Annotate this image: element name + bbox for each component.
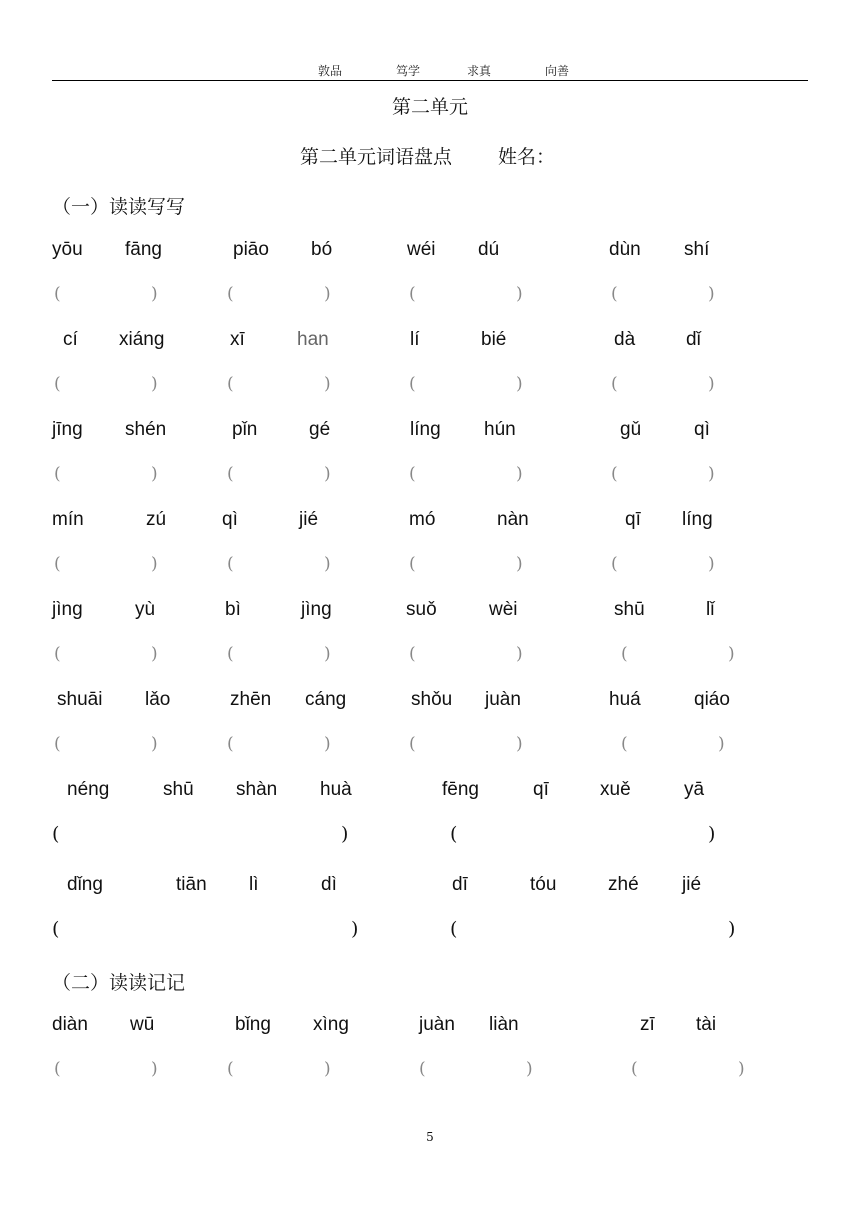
blank-close: ) [324,464,331,484]
blank-open: ( [227,1059,234,1079]
blank-close: ) [708,374,715,394]
blank-open: ( [409,734,416,754]
blank-open: ( [611,464,618,484]
blank-open: ( [450,823,458,845]
pinyin: cáng [305,689,347,710]
motto: 笃学 [396,64,421,78]
pinyin: hún [484,419,516,440]
blank-close: ) [351,918,359,940]
blank-open: ( [52,918,60,940]
pinyin: pǐn [232,419,258,440]
blank-close: ) [151,644,158,664]
pinyin: bié [481,329,507,350]
blank-open: ( [409,554,416,574]
pinyin: gǔ [620,419,642,440]
blank-close: ) [516,554,523,574]
blank-open: ( [54,644,61,664]
pinyin: tóu [530,874,557,895]
blank-open: ( [54,734,61,754]
pinyin: bì [225,599,241,620]
pinyin: nàn [497,509,529,530]
pinyin: qì [694,419,710,440]
blank-close: ) [516,734,523,754]
pinyin: shǒu [411,689,453,710]
pinyin: liàn [489,1014,519,1035]
blank-close: ) [151,1059,158,1079]
pinyin: qì [222,509,238,530]
pinyin: shū [614,599,645,620]
blank-close: ) [526,1059,533,1079]
blank-open: ( [631,1059,638,1079]
pinyin: dǐng [67,874,103,895]
blank-open: ( [54,284,61,304]
blank-open: ( [621,734,628,754]
header-mottos [0,62,860,80]
pinyin: líng [682,509,713,530]
blank-close: ) [324,374,331,394]
pinyin: piāo [233,239,269,260]
blank-open: ( [54,374,61,394]
pinyin: dì [321,874,337,895]
pinyin: zī [640,1014,655,1035]
blank-open: ( [52,823,60,845]
pinyin: jié [299,509,319,530]
blank-open: ( [621,644,628,664]
blank-close: ) [151,374,158,394]
blank-open: ( [227,374,234,394]
blank-close: ) [151,284,158,304]
pinyin: fāng [125,239,162,260]
pinyin: yù [135,599,156,620]
pinyin: suǒ [406,599,437,620]
pinyin: dùn [609,239,641,260]
blank-open: ( [611,374,618,394]
pinyin: huà [320,779,352,800]
pinyin: dà [614,329,636,350]
blank-close: ) [728,918,736,940]
pinyin: mó [409,509,436,530]
pinyin: wéi [407,239,436,260]
pinyin: xī [230,329,245,350]
pinyin: huá [609,689,641,710]
blank-close: ) [516,464,523,484]
pinyin: qiáo [694,689,730,710]
pinyin: zhēn [230,689,272,710]
motto: 求真 [467,64,492,78]
blank-close: ) [324,554,331,574]
worksheet-subtitle: 第二单元词语盘点 [300,146,453,168]
blank-close: ) [516,644,523,664]
pinyin: xìng [313,1014,349,1035]
pinyin: shí [684,239,710,260]
pinyin: dī [452,874,468,895]
pinyin: lǎo [145,689,171,710]
blank-open: ( [419,1059,426,1079]
pinyin: zú [146,509,167,530]
unit-title: 第二单元 [391,96,468,118]
name-label: 姓名： [498,146,556,168]
pinyin: lí [410,329,420,350]
blank-open: ( [409,284,416,304]
blank-open: ( [227,284,234,304]
blank-open: ( [227,554,234,574]
pinyin: fēng [442,779,479,800]
blank-close: ) [708,284,715,304]
blank-open: ( [409,374,416,394]
pinyin: lì [249,874,259,895]
blank-close: ) [708,464,715,484]
pinyin: shū [163,779,194,800]
pinyin: han [297,329,329,350]
pinyin: jīng [52,419,83,440]
pinyin: jìng [52,599,83,620]
pinyin: shén [125,419,167,440]
blank-close: ) [324,1059,331,1079]
pinyin: dǐ [686,329,701,350]
section-heading-read-write: （一）读读写写 [52,196,186,218]
blank-close: ) [738,1059,745,1079]
pinyin: cí [63,329,78,350]
section-heading-read-remember: （二）读读记记 [52,972,186,994]
blank-close: ) [341,823,349,845]
pinyin: qī [625,509,641,530]
blank-open: ( [450,918,458,940]
pinyin: lǐ [706,599,715,620]
pinyin: jìng [301,599,332,620]
pinyin: shuāi [57,689,103,710]
page-number: 5 [426,1130,434,1144]
motto: 向善 [545,64,570,78]
header-rule [52,80,808,81]
blank-open: ( [611,554,618,574]
blank-open: ( [54,554,61,574]
blank-close: ) [708,823,716,845]
pinyin: yōu [52,239,83,260]
blank-close: ) [728,644,735,664]
blank-close: ) [324,284,331,304]
blank-close: ) [516,374,523,394]
blank-close: ) [718,734,725,754]
blank-open: ( [227,464,234,484]
pinyin: líng [410,419,441,440]
pinyin: tài [696,1014,717,1035]
blank-close: ) [324,644,331,664]
blank-open: ( [227,644,234,664]
pinyin: qī [533,779,549,800]
pinyin: wèi [489,599,518,620]
blank-close: ) [324,734,331,754]
blank-close: ) [151,554,158,574]
pinyin: zhé [608,874,639,895]
blank-open: ( [54,1059,61,1079]
blank-open: ( [54,464,61,484]
pinyin: gé [309,419,331,440]
blank-close: ) [151,734,158,754]
pinyin: diàn [52,1014,88,1035]
motto: 敦品 [318,64,343,78]
blank-open: ( [409,644,416,664]
blank-close: ) [151,464,158,484]
blank-open: ( [227,734,234,754]
pinyin: mín [52,509,84,530]
blank-open: ( [611,284,618,304]
pinyin: wū [130,1014,155,1035]
pinyin: juàn [485,689,521,710]
pinyin: juàn [419,1014,455,1035]
pinyin: yā [684,779,705,800]
pinyin: shàn [236,779,278,800]
pinyin: bó [311,239,333,260]
blank-open: ( [409,464,416,484]
pinyin: tiān [176,874,207,895]
pinyin: xuě [600,779,631,800]
pinyin: dú [478,239,500,260]
pinyin: xiáng [119,329,165,350]
pinyin: néng [67,779,110,800]
pinyin: bǐng [235,1014,271,1035]
blank-close: ) [708,554,715,574]
pinyin: jié [682,874,702,895]
blank-close: ) [516,284,523,304]
